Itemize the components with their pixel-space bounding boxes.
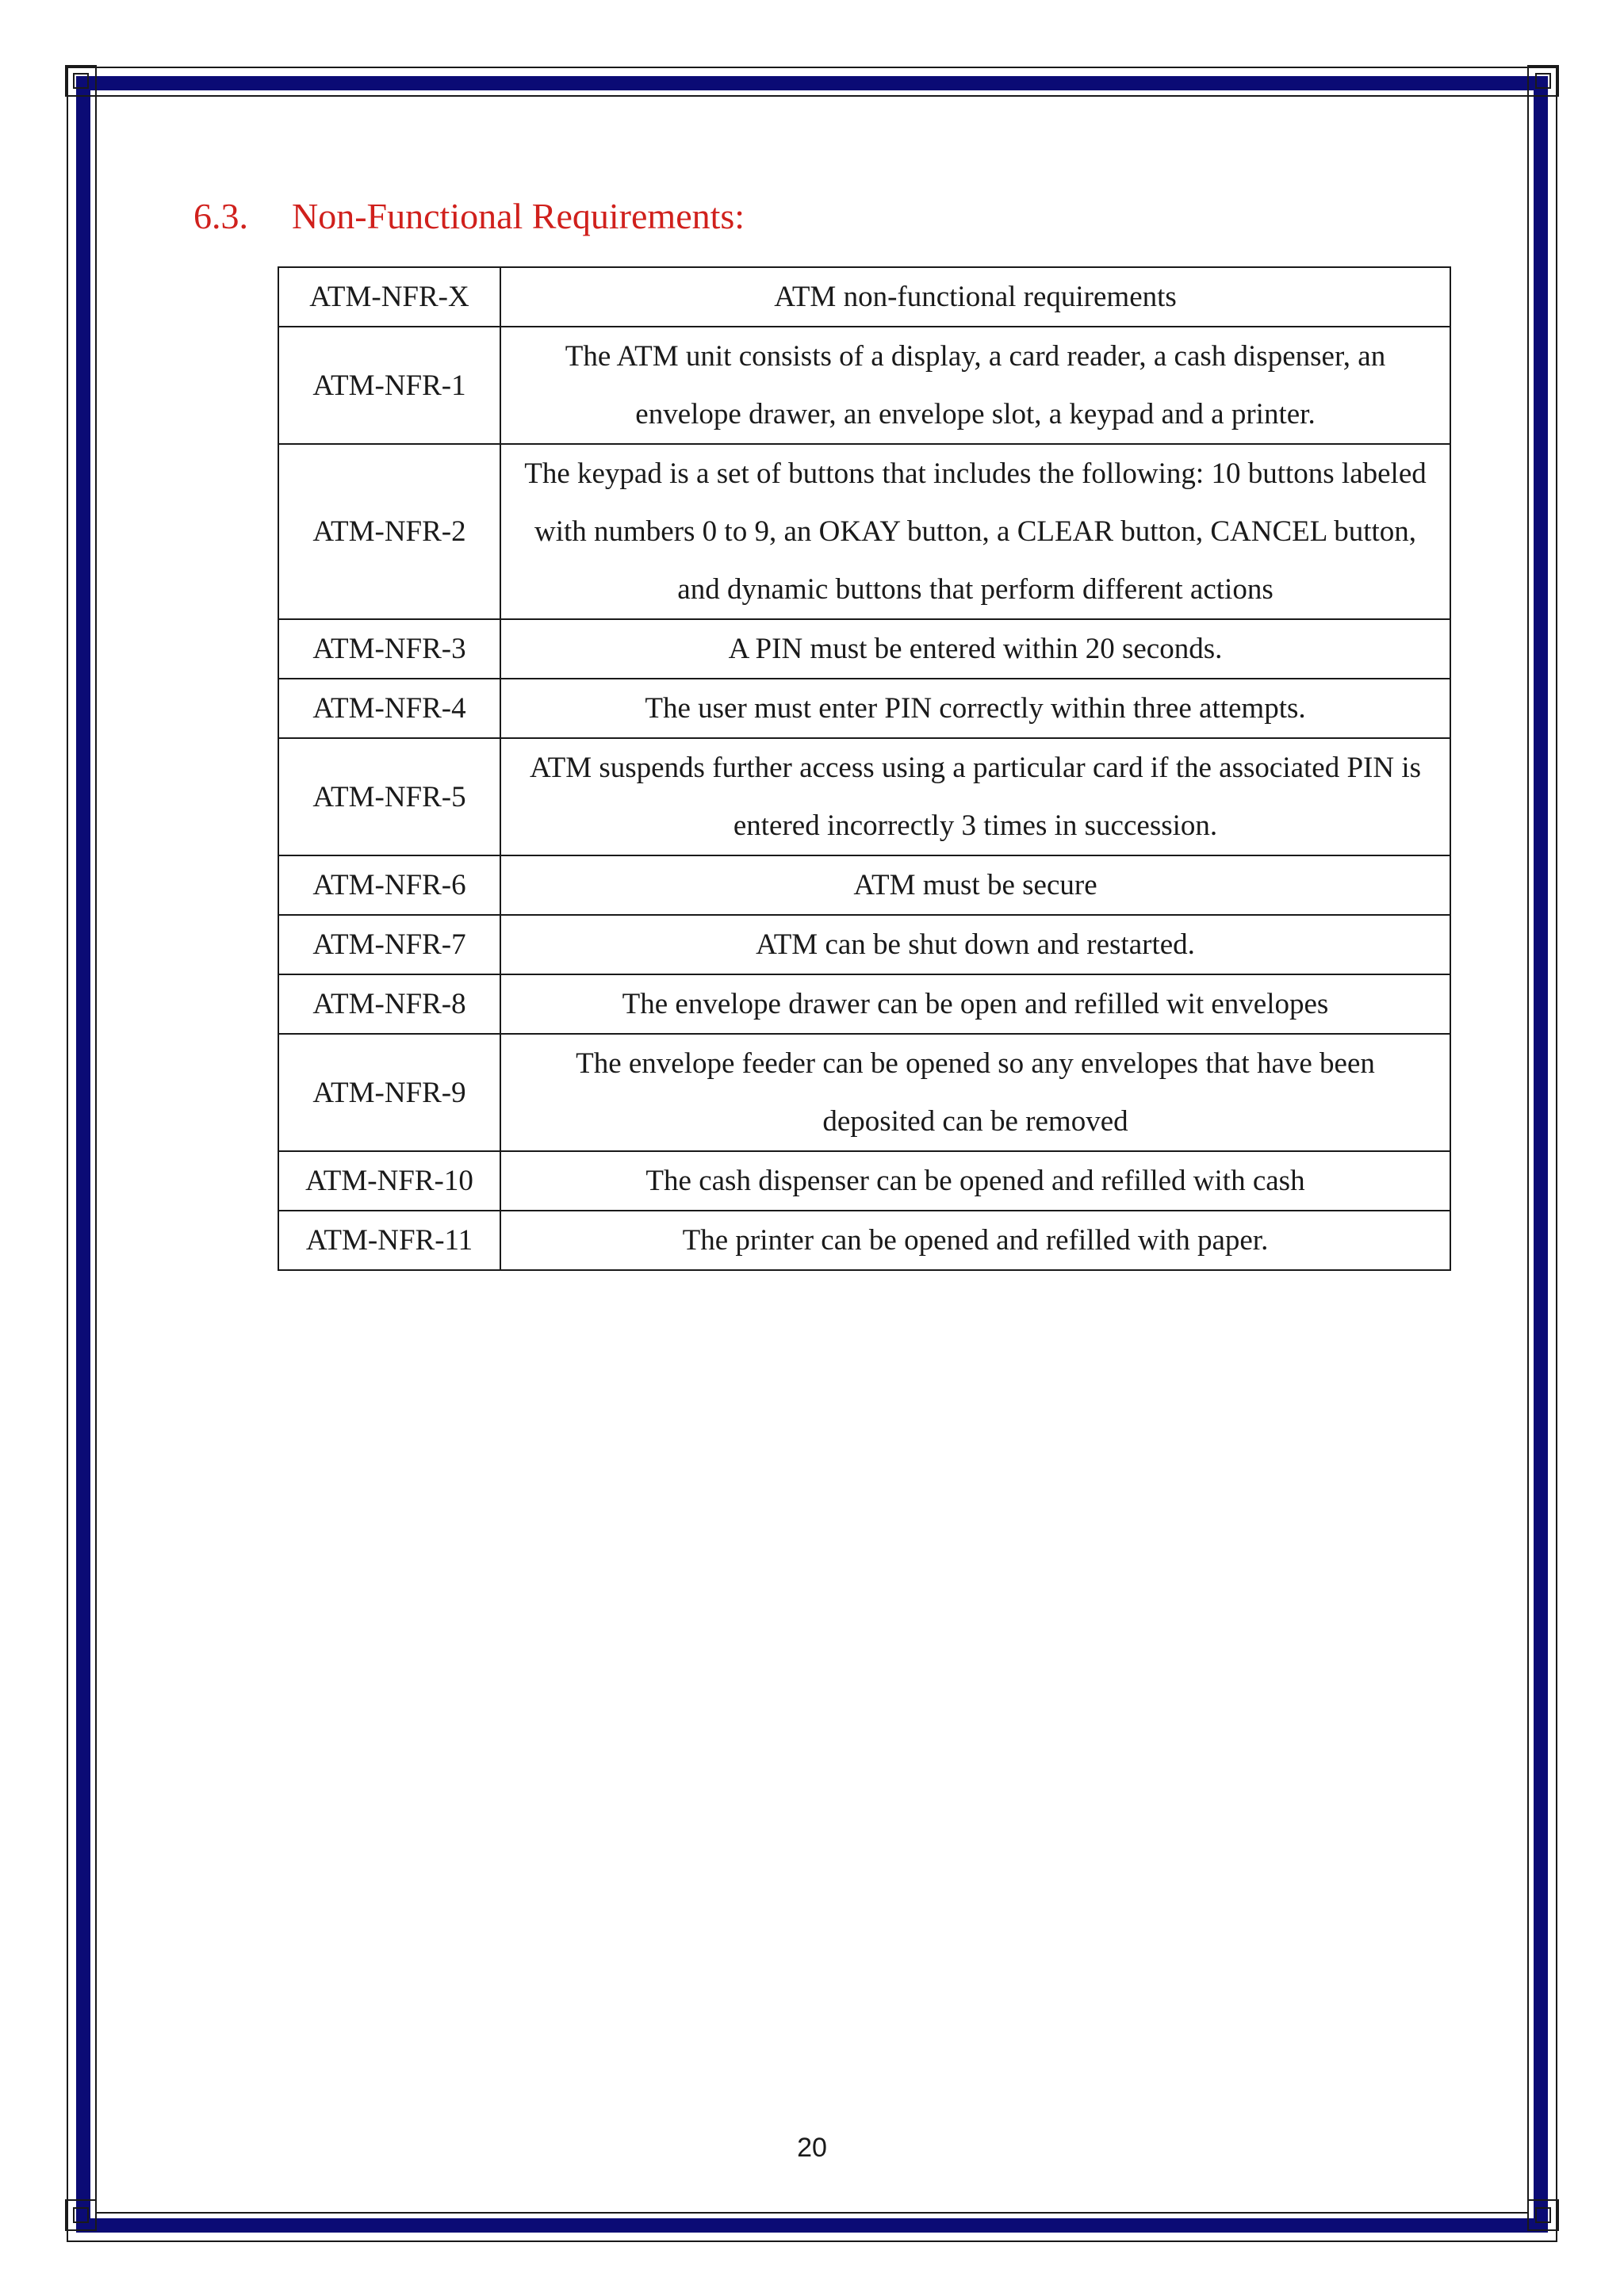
requirement-id: ATM-NFR-5 — [278, 738, 500, 855]
requirement-description: The envelope feeder can be opened so any envelopes that have been deposited can be removed — [500, 1034, 1450, 1151]
border-corner-ornament — [65, 2199, 97, 2231]
table-row — [278, 974, 1450, 1034]
header-description-cell: ATM non-functional requirements — [500, 267, 1450, 327]
requirement-description: A PIN must be entered within 20 seconds. — [500, 619, 1450, 679]
border-corner-ornament — [1527, 65, 1559, 97]
table-row — [278, 327, 1450, 444]
table-row — [278, 1211, 1450, 1270]
requirement-description: The cash dispenser can be opened and refilled with cash — [500, 1151, 1450, 1211]
requirement-id: ATM-NFR-11 — [278, 1211, 500, 1270]
section-number: 6.3. — [193, 196, 248, 236]
requirements-table — [278, 266, 1451, 1271]
requirement-description: The printer can be opened and refilled with paper. — [500, 1211, 1450, 1270]
requirement-description: The keypad is a set of buttons that includes the following: 10 buttons labeled with numbers 0 to 9, an OKAY button, a CLEAR button, CANCEL button, and dynamic buttons that perform different actions — [500, 444, 1450, 619]
requirement-id: ATM-NFR-2 — [278, 444, 500, 619]
requirement-id: ATM-NFR-8 — [278, 974, 500, 1034]
requirement-id: ATM-NFR-10 — [278, 1151, 500, 1211]
table-row — [278, 855, 1450, 915]
requirement-description: The envelope drawer can be open and refilled wit envelopes — [500, 974, 1450, 1034]
table-row — [278, 444, 1450, 619]
table-row — [278, 738, 1450, 855]
requirement-description: The user must enter PIN correctly within three attempts. — [500, 679, 1450, 738]
requirement-id: ATM-NFR-1 — [278, 327, 500, 444]
requirement-description: ATM can be shut down and restarted. — [500, 915, 1450, 974]
requirement-id: ATM-NFR-7 — [278, 915, 500, 974]
requirement-id: ATM-NFR-4 — [278, 679, 500, 738]
page-number: 20 — [797, 2133, 827, 2163]
requirement-description: ATM suspends further access using a particular card if the associated PIN is entered incorrectly 3 times in succession. — [500, 738, 1450, 855]
table-row — [278, 1034, 1450, 1151]
table-row — [278, 619, 1450, 679]
table-header-row — [278, 267, 1450, 327]
section-title: Non-Functional Requirements: — [292, 196, 745, 236]
requirement-description: ATM must be secure — [500, 855, 1450, 915]
section-heading — [193, 195, 745, 237]
table-row — [278, 915, 1450, 974]
requirement-id: ATM-NFR-9 — [278, 1034, 500, 1151]
border-corner-ornament — [1527, 2199, 1559, 2231]
table-row — [278, 679, 1450, 738]
requirement-id: ATM-NFR-6 — [278, 855, 500, 915]
requirement-description: The ATM unit consists of a display, a card reader, a cash dispenser, an envelope drawer, an envelope slot, a keypad and a printer. — [500, 327, 1450, 444]
table-row — [278, 1151, 1450, 1211]
border-corner-ornament — [65, 65, 97, 97]
header-id-cell: ATM-NFR-X — [278, 267, 500, 327]
requirement-id: ATM-NFR-3 — [278, 619, 500, 679]
